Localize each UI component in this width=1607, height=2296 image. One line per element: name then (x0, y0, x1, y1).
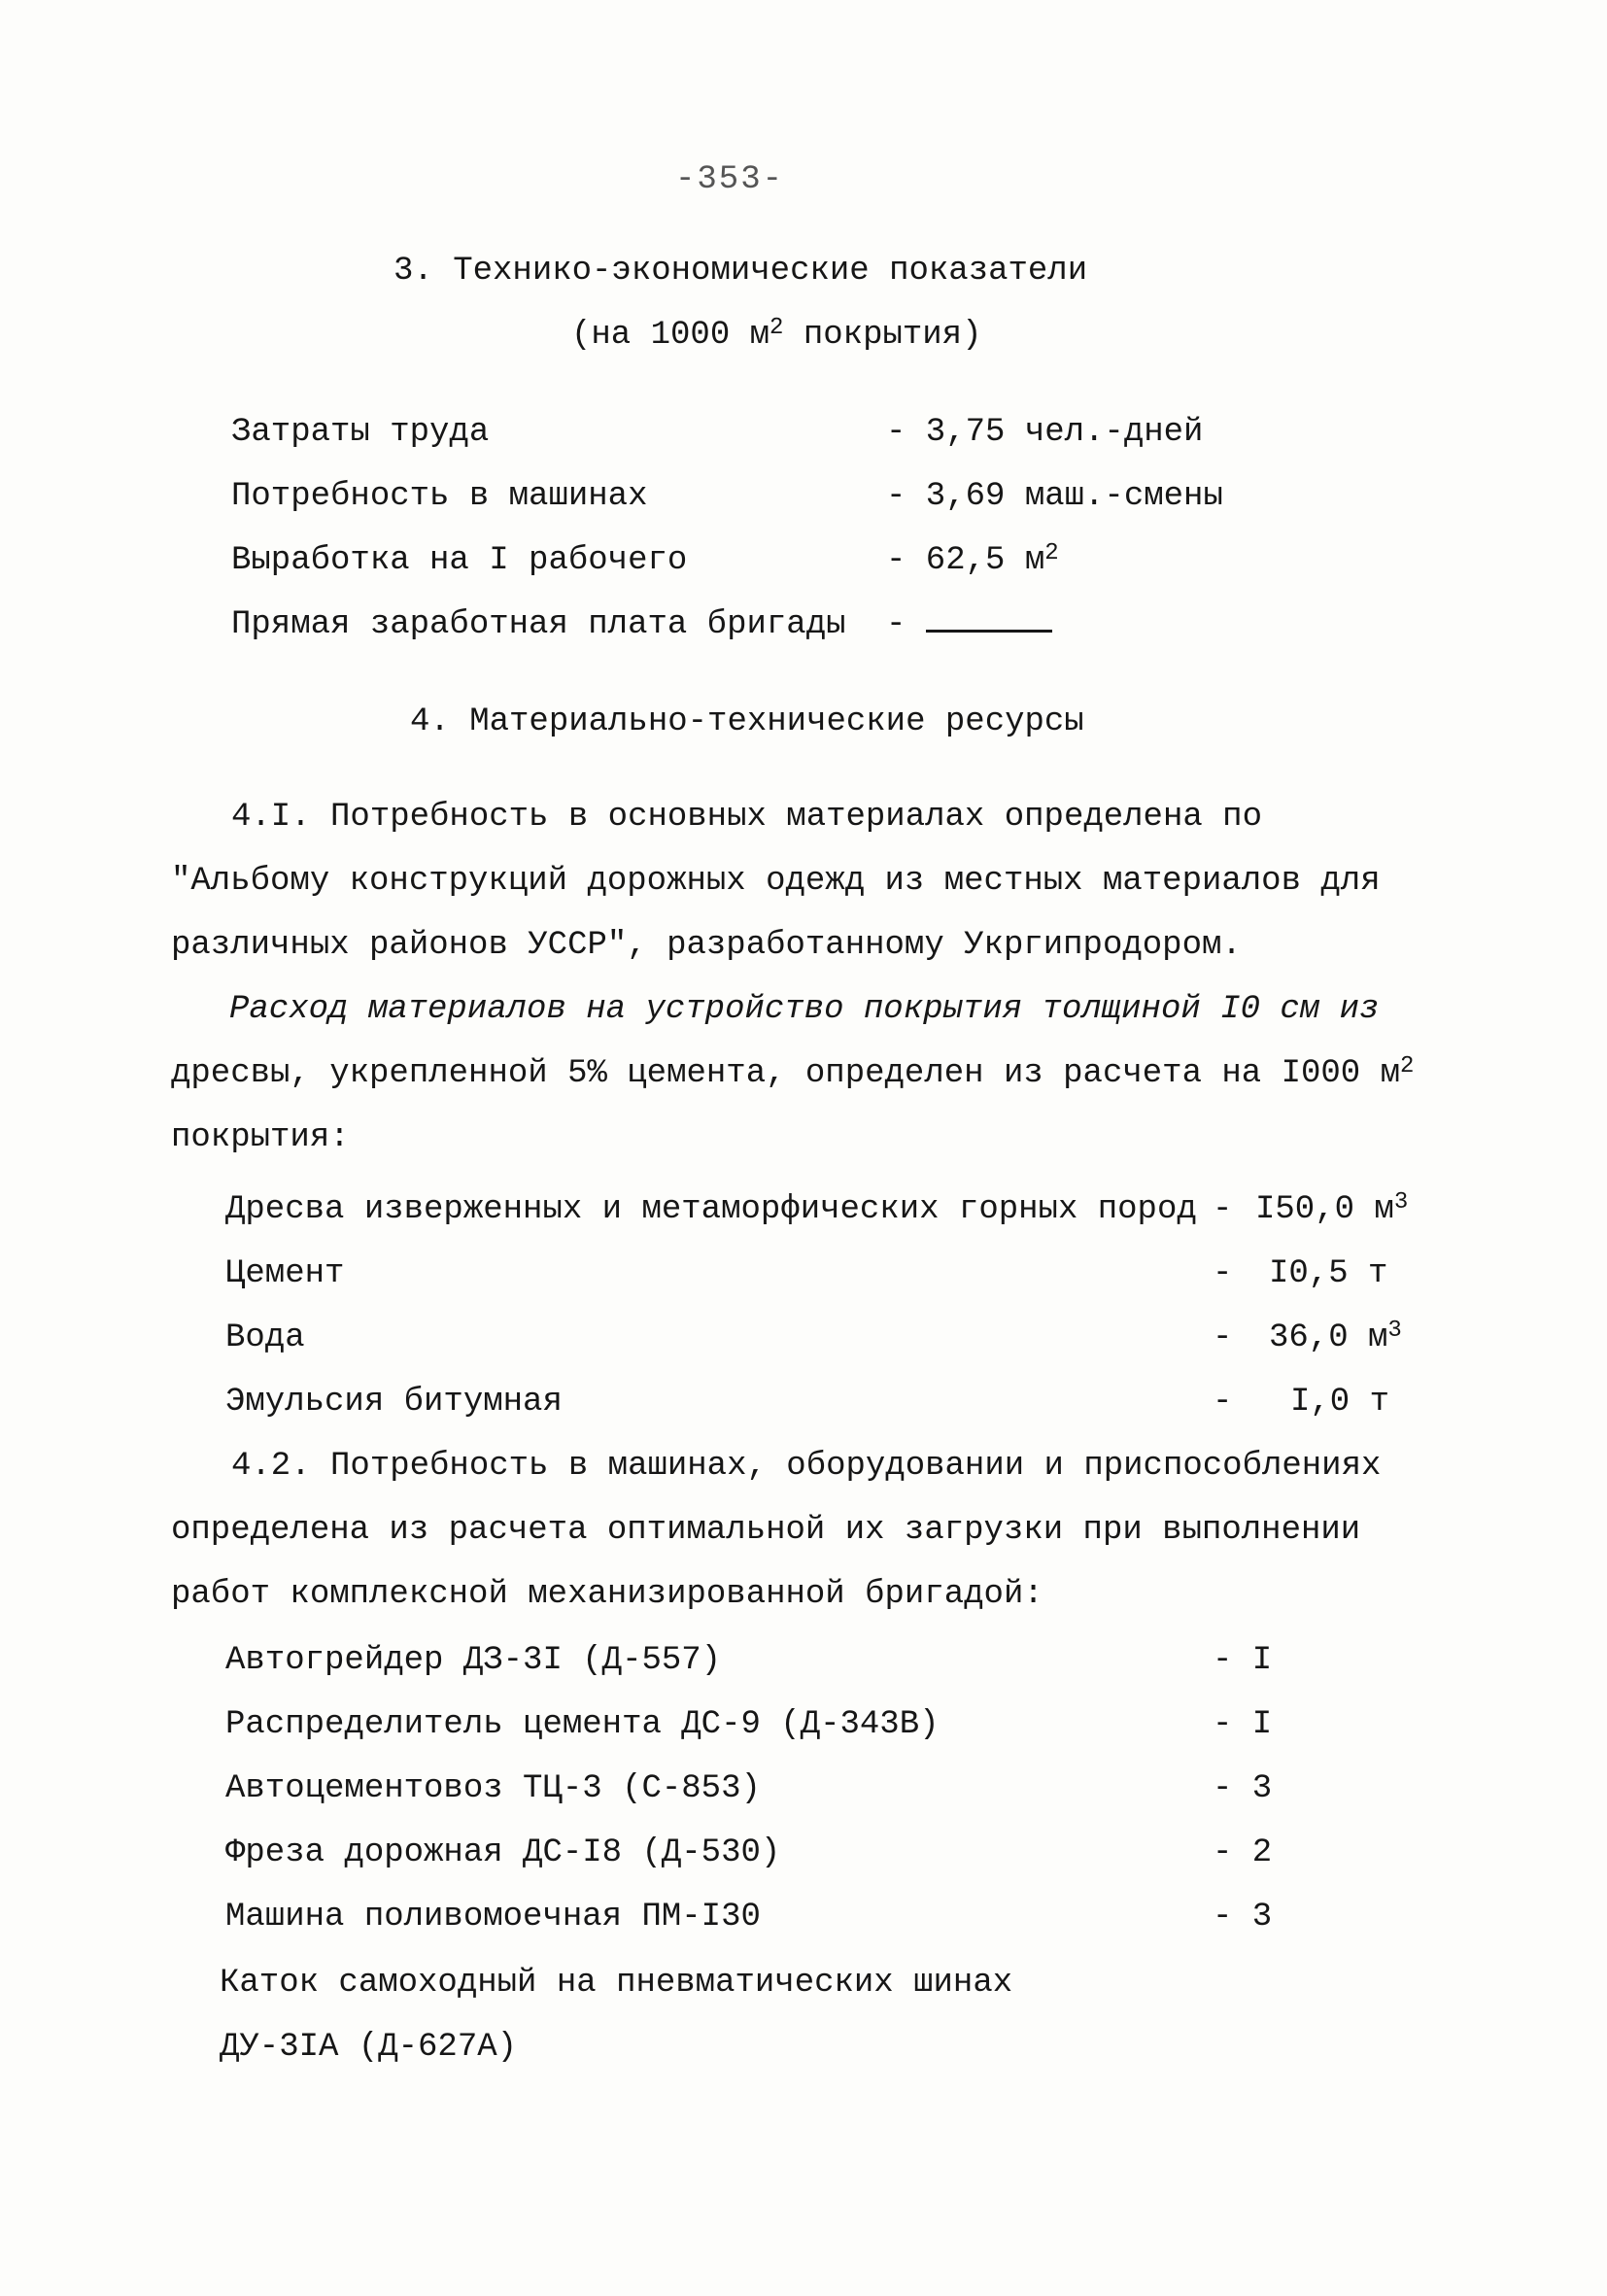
indicator-label: Потребность в машинах (231, 478, 648, 515)
paragraph-line: определена из расчета оптимальной их загрузки при выполнении (171, 1512, 1361, 1549)
material-value: I,0 т (1290, 1384, 1390, 1421)
indicator-label: Затраты труда (231, 414, 490, 451)
indicator-label: Выработка на I рабочего (231, 542, 688, 579)
section-3-title: 3. Технико-экономические показатели (393, 253, 1088, 290)
machine-count: - 2 (1213, 1834, 1273, 1871)
material-dash: - (1213, 1319, 1233, 1356)
machine-name: Машина поливомоечная ПМ-I30 (225, 1899, 761, 1936)
paragraph-line: покрытия: (171, 1119, 350, 1156)
machine-count: - 3 (1213, 1770, 1273, 1807)
machine-name: Каток самоходный на пневматических шинах (220, 1965, 1013, 2002)
machine-count: - I (1213, 1642, 1273, 1679)
material-dash: - (1213, 1255, 1233, 1292)
material-value: I0,5 т (1269, 1255, 1388, 1292)
material-value: I50,0 $м^3$ (1255, 1189, 1409, 1228)
indicator-value: - 3,69 маш.-смены (886, 478, 1223, 515)
section-3-subtitle: (на 1000 $м^2$ покрытия) (571, 315, 982, 354)
paragraph-line: Расход материалов на устройство покрытия толщиной I0 см из (229, 991, 1380, 1028)
machine-name: Фреза дорожная ДС-I8 (Д-530) (225, 1834, 781, 1871)
blank-line (926, 612, 1052, 633)
machine-name: Распределитель цемента ДС-9 (Д-343В) (225, 1706, 940, 1743)
machine-name: Автоцементовоз ТЦ-3 (С-853) (225, 1770, 761, 1807)
machine-name: Автогрейдер ДЗ-3I (Д-557) (225, 1642, 722, 1679)
paragraph-line: "Альбому конструкций дорожных одежд из местных материалов для (171, 863, 1381, 900)
material-dash: - (1213, 1191, 1233, 1228)
material-name: Дресва изверженных и метаморфических горных пород (225, 1191, 1197, 1228)
indicator-label: Прямая заработная плата бригады (231, 606, 846, 643)
indicator-value: - 3,75 чел.-дней (886, 414, 1204, 451)
material-name: Вода (225, 1319, 305, 1356)
machine-count: - 3 (1213, 1899, 1273, 1936)
machine-count: - I (1213, 1706, 1273, 1743)
indicator-value: - 62,5 $м^2$ (886, 540, 1059, 579)
paragraph-line: 4.2. Потребность в машинах, оборудовании и приспособлениях (231, 1448, 1382, 1485)
paragraph-line: различных районов УССР", разработанному Укргипродором. (171, 927, 1242, 964)
material-name: Эмульсия битумная (225, 1384, 563, 1421)
machine-name: ДУ-3IА (Д-627А) (220, 2029, 518, 2066)
paragraph-line: дресвы, укрепленной 5% цемента, определен из расчета на I000 $м^2$ (171, 1053, 1415, 1092)
page-number: -353- (675, 161, 785, 198)
paragraph-line: работ комплексной механизированной бригадой: (171, 1576, 1043, 1613)
indicator-value: - (886, 608, 1052, 641)
material-dash: - (1213, 1384, 1233, 1421)
section-4-title: 4. Материально-технические ресурсы (410, 703, 1084, 740)
material-name: Цемент (225, 1255, 345, 1292)
paragraph-line: 4.I. Потребность в основных материалах определена по (231, 799, 1262, 836)
material-value: 36,0 $м^3$ (1269, 1318, 1402, 1356)
